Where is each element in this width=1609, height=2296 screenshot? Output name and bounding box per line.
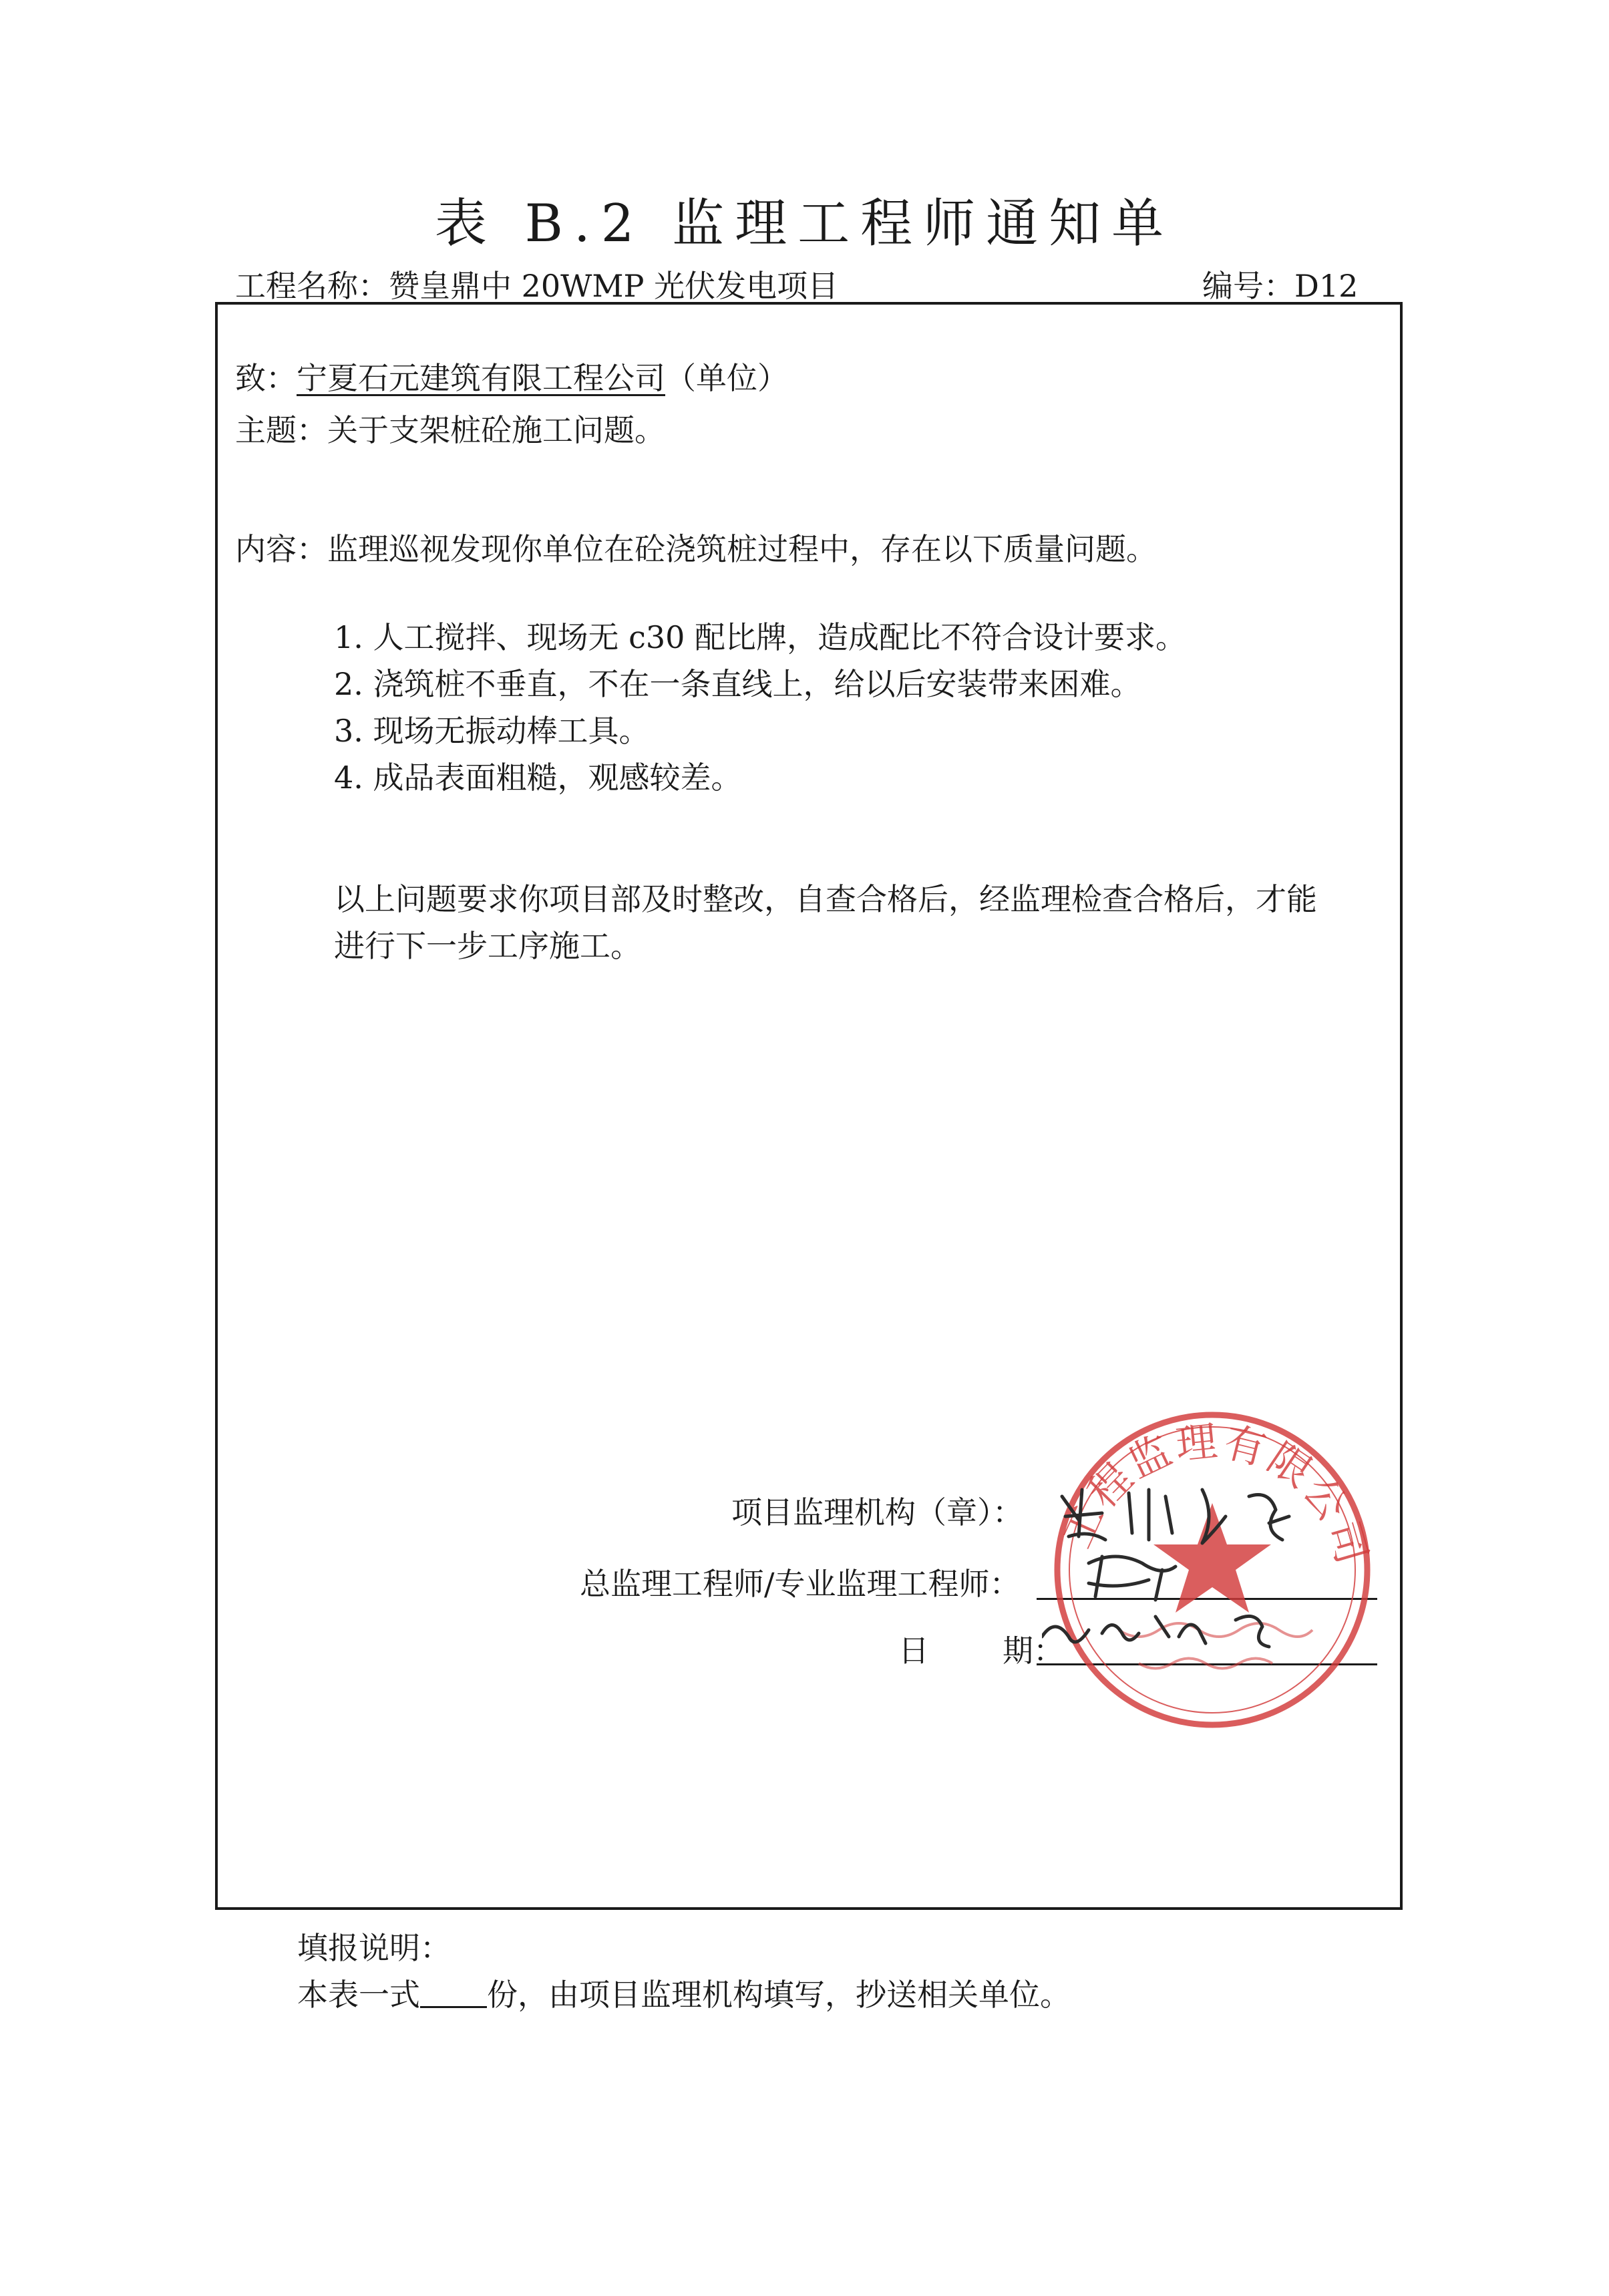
supervision-org-label: 项目监理机构（章）： — [731, 1494, 1023, 1530]
project-name-label: 工程名称： — [235, 268, 389, 304]
recipient-suffix: （单位） — [665, 360, 788, 396]
copies-blank — [420, 1979, 487, 2008]
form-title: 表 B.2 监理工程师通知单 — [434, 194, 1175, 254]
engineer-label: 总监理工程师/专业监理工程师： — [580, 1566, 1021, 1602]
issue-item: 3. 现场无振动棒工具。 — [334, 713, 650, 749]
form-number-value: D12 — [1294, 268, 1359, 304]
form-number-label: 编号： — [1202, 268, 1294, 304]
issue-item: 2. 浇筑桩不垂直，不在一条直线上，给以后安装带来困难。 — [334, 666, 1141, 702]
date-label-char-1: 日 — [898, 1633, 929, 1669]
notes-text-before: 本表一式 — [297, 1977, 420, 2013]
content-intro: 监理巡视发现你单位在砼浇筑桩过程中，存在以下质量问题。 — [327, 531, 1157, 567]
project-name-value: 赞皇鼎中 20WMP 光伏发电项目 — [389, 268, 839, 304]
closing-paragraph-line-1: 以上问题要求你项目部及时整改，自查合格后，经监理检查合格后，才能 — [334, 881, 1317, 917]
handwritten-signatures — [1042, 1483, 1389, 1683]
notes-title: 填报说明： — [297, 1930, 451, 1966]
recipient-row — [235, 354, 788, 398]
closing-paragraph-line-2: 进行下一步工序施工。 — [334, 928, 641, 964]
form-number-row — [1202, 262, 1358, 306]
subject-text: 关于支架桩砼施工问题。 — [327, 412, 665, 448]
notes-text — [297, 1971, 1071, 2015]
content-label: 内容： — [235, 531, 327, 567]
subject-row — [235, 406, 665, 450]
project-name-row — [235, 262, 838, 306]
content-row — [235, 525, 1157, 569]
recipient-label: 致： — [235, 360, 297, 396]
notes-text-after: 份，由项目监理机构填写，抄送相关单位。 — [487, 1977, 1071, 2013]
date-label-char-2: 期： — [1003, 1633, 1064, 1669]
recipient-value: 宁夏石元建筑有限工程公司 — [297, 360, 665, 396]
subject-label: 主题： — [235, 412, 327, 448]
issue-item: 4. 成品表面粗糙，观感较差。 — [334, 760, 742, 796]
issue-item: 1. 人工搅拌、现场无 c30 配比牌，造成配比不符合设计要求。 — [334, 619, 1187, 655]
svg-text:工程监理有限公司: 工程监理有限公司 — [1052, 1416, 1378, 1572]
